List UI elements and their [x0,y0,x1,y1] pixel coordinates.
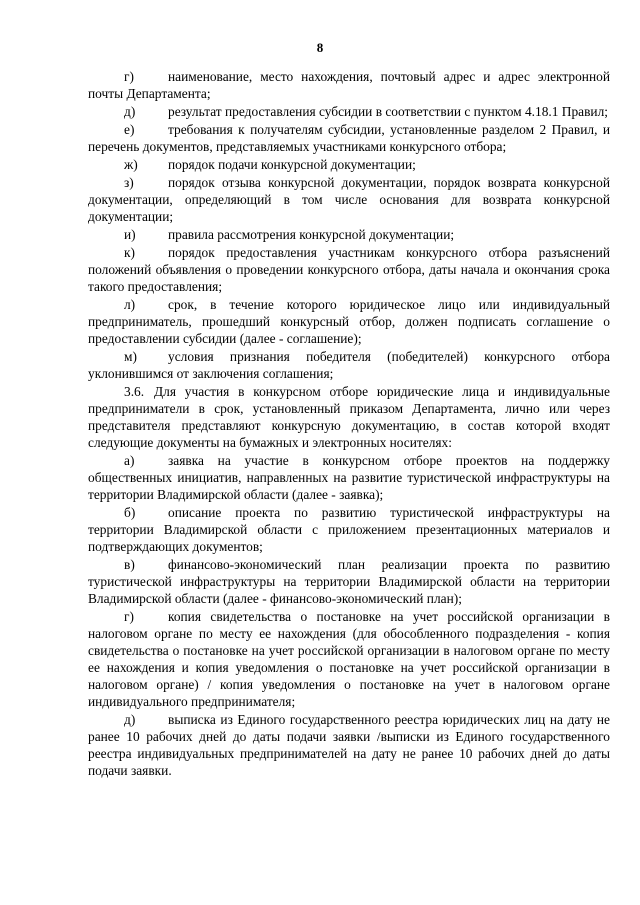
list-item [88,226,610,243]
item-text: срок, в течение которого юридическое лицо или индивидуальный предприниматель, прошедший конкурсный отбор, должен подписать соглашение о предоставлении субсидии (далее - соглашение); [88,297,610,346]
item-marker: ж) [124,157,138,172]
page-number: 8 [316,40,324,55]
item-text: финансово-экономический план реализации проекта по развитию туристической инфраструктуры на территории Владимирской области на территории Владимирской области (далее - финансово-экономический план); [88,557,610,606]
item-marker: д) [124,104,136,119]
section-number: 3.6. [124,384,145,399]
item-text: порядок подачи конкурсной документации; [168,157,416,172]
list-item [88,556,610,607]
item-text: копия свидетельства о постановке на учет российской организации в налоговом органе по месту ее нахождения (для обособленного подразделения - копия свидетельства о постановке на учет российской организации в налоговом органе по месту ее нахождения и копия уведомления о постановке на учет российской организации в налоговом органе) / копия уведомления о постановке на учет в налоговом органе индивидуального предпринимателя; [88,609,610,709]
list-item [88,174,610,225]
item-text: требования к получателям субсидии, установленные разделом 2 Правил, и перечень документов, представляемых участниками конкурсного отбора; [88,122,610,154]
item-marker: г) [124,69,134,84]
item-marker: л) [124,297,136,312]
document-body [88,68,610,780]
item-marker: в) [124,557,135,572]
list-item [88,504,610,555]
item-marker: д) [124,712,136,727]
item-marker: б) [124,505,136,520]
list-item [88,452,610,503]
list-item [88,244,610,295]
section-paragraph [88,383,610,451]
item-marker: а) [124,453,135,468]
item-text: выписка из Единого государственного реестра юридических лиц на дату не ранее 10 рабочих дней до даты подачи заявки /выписки из Единого государственного реестра индивидуальных предпринимателей на дату не ранее 10 рабочих дней до даты подачи заявки. [88,712,610,778]
item-marker: г) [124,609,134,624]
item-marker: з) [124,175,134,190]
list-item [88,348,610,382]
item-text: порядок предоставления участникам конкурсного отбора разъяснений положений объявления о проведении конкурсного отбора, даты начала и окончания срока такого предоставления; [88,245,610,294]
item-marker: к) [124,245,135,260]
item-text: порядок отзыва конкурсной документации, порядок возврата конкурсной документации, определяющий в том числе основания для возврата конкурсной документации; [88,175,610,224]
item-marker: м) [124,349,137,364]
item-text: условия признания победителя (победителей) конкурсного отбора уклонившимся от заключения соглашения; [88,349,610,381]
item-text: правила рассмотрения конкурсной документации; [168,227,455,242]
list-item [88,608,610,710]
item-text: описание проекта по развитию туристической инфраструктуры на территории Владимирской области с приложением презентационных материалов и подтверждающих документов; [88,505,610,554]
list-item [88,296,610,347]
list-item [88,156,610,173]
list-item [88,68,610,102]
list-item [88,103,610,120]
list-item [88,121,610,155]
item-marker: е) [124,122,135,137]
item-marker: и) [124,227,136,242]
item-text: результат предоставления субсидии в соответствии с пунктом 4.18.1 Правил; [168,104,608,119]
item-text: наименование, место нахождения, почтовый адрес и адрес электронной почты Департамента; [88,69,610,101]
item-text: заявка на участие в конкурсном отборе проектов на поддержку общественных инициатив, направленных на развитие туристической инфраструктуры на территории Владимирской области (далее - заявка); [88,453,610,502]
section-text: Для участия в конкурсном отборе юридические лица и индивидуальные предприниматели в срок, установленный приказом Департамента, лично или через представителя представляют конкурсную документацию, в состав которой входят следующие документы на бумажных и электронных носителях: [88,384,610,450]
list-item [88,711,610,779]
